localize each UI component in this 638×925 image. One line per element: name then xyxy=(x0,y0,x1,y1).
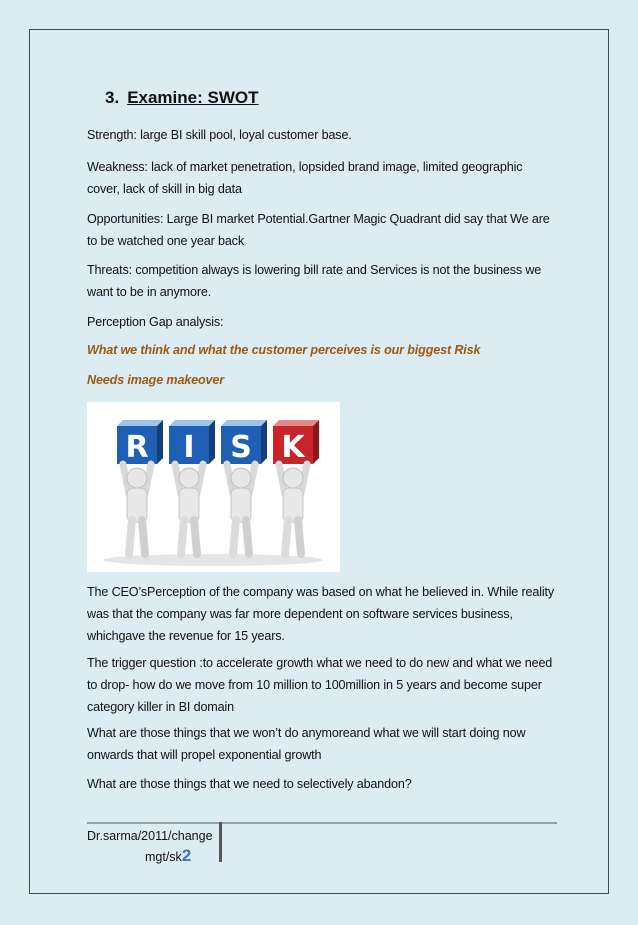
highlight-risk-paragraph: What we think and what the customer perceives is our biggest Risk xyxy=(87,343,481,357)
block-side xyxy=(261,420,267,464)
block-letter: K xyxy=(281,430,305,465)
figure-head xyxy=(179,468,199,488)
footer-line-2 xyxy=(87,846,217,867)
block-side xyxy=(157,420,163,464)
figure-leg xyxy=(194,520,197,554)
footer-line-1: Dr.sarma/2011/change xyxy=(87,829,213,843)
perception-gap-paragraph: Perception Gap analysis: xyxy=(87,315,224,329)
floor-shadow xyxy=(103,554,323,566)
block-side xyxy=(209,420,215,464)
figure-leg xyxy=(298,520,301,554)
figure-head xyxy=(127,468,147,488)
footer-author-suffix: mgt/sk xyxy=(145,850,182,864)
risk-image xyxy=(87,402,340,572)
block-top xyxy=(273,420,319,426)
figure-head xyxy=(283,468,303,488)
block-top xyxy=(117,420,163,426)
figure-leg xyxy=(285,520,288,554)
figure-leg xyxy=(129,520,132,554)
figure-leg xyxy=(246,520,249,554)
footer-rule xyxy=(87,822,557,824)
block-letter: R xyxy=(125,430,149,465)
strength-paragraph: Strength: large BI skill pool, loyal customer base. xyxy=(87,128,352,142)
threats-paragraph: Threats: competition always is lowering bill rate and Services is not the business we want to be in anymore. xyxy=(87,263,542,299)
figure-leg xyxy=(142,520,145,554)
block-side xyxy=(313,420,319,464)
ceo-paragraph: The CEO’sPerception of the company was based on what he believed in. While reality was that the company was far more dependent on software services business, whichgave the revenue for 15 years. xyxy=(87,585,554,643)
section-heading xyxy=(105,88,259,108)
figure-head xyxy=(231,468,251,488)
abandon-paragraph: What are those things that we need to selectively abandon? xyxy=(87,777,412,791)
footer-divider xyxy=(219,822,222,862)
block-top xyxy=(221,420,267,426)
opportunities-paragraph: Opportunities: Large BI market Potential.Gartner Magic Quadrant did say that We are to be watched one year back xyxy=(87,212,550,248)
highlight-makeover-paragraph: Needs image makeover xyxy=(87,373,225,387)
block-top xyxy=(169,420,215,426)
block-letter: S xyxy=(230,430,252,465)
figure-leg xyxy=(181,520,184,554)
wont-do-paragraph: What are those things that we won’t do anymoreand what we will start doing now onwards that will propel exponential growth xyxy=(87,726,526,762)
heading-title: Examine: SWOT xyxy=(127,88,259,107)
trigger-paragraph: The trigger question :to accelerate growth what we need to do new and what we need to drop- how do we move from 10 million to 100million in 5 years and become super category killer in BI domain xyxy=(87,656,553,714)
page-number: 2 xyxy=(181,846,192,865)
footer xyxy=(87,826,217,867)
weakness-paragraph: Weakness: lack of market penetration, lopsided brand image, limited geographic cover, lack of skill in big data xyxy=(87,160,523,196)
block-letter: I xyxy=(183,430,195,465)
risk-illustration xyxy=(87,402,340,572)
figure-leg xyxy=(233,520,236,554)
heading-number: 3. xyxy=(105,88,120,107)
